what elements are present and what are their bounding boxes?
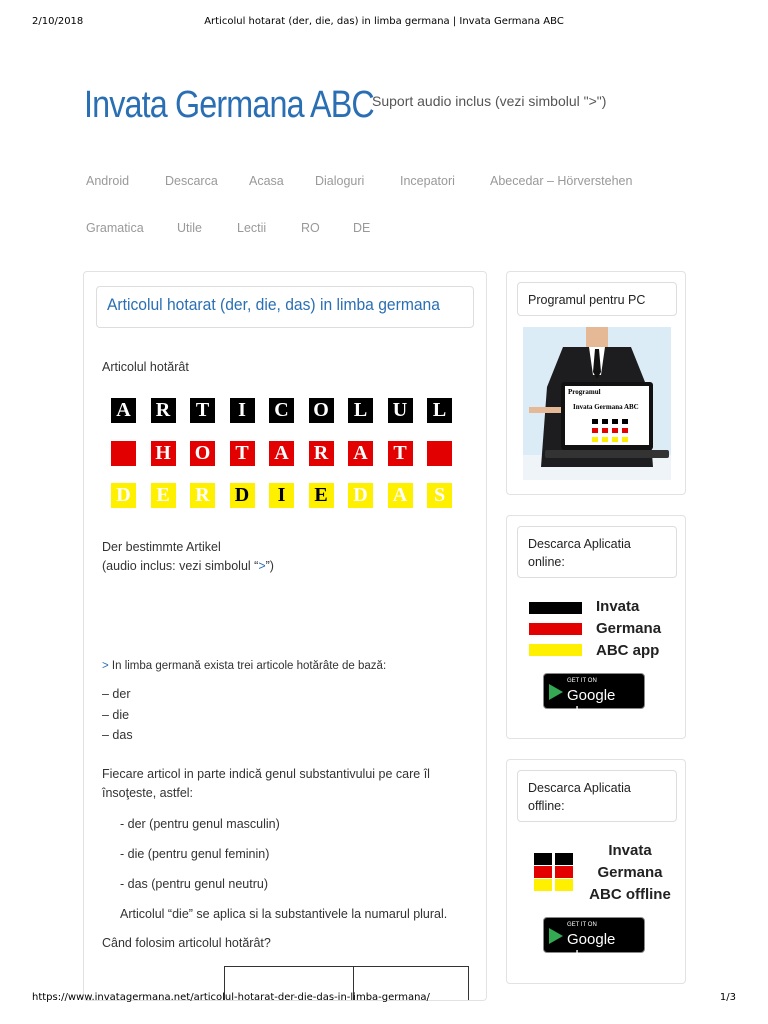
article-der: – der bbox=[102, 687, 131, 701]
sidebar-offline-widget bbox=[506, 759, 686, 984]
letter-tile bbox=[111, 441, 136, 466]
flag-black-left bbox=[534, 853, 552, 865]
letter-row-articolul bbox=[111, 398, 467, 423]
pc-widget-title: Programul pentru PC bbox=[517, 282, 677, 316]
audio-note-pre: (audio inclus: vezi simbolul “ bbox=[102, 559, 259, 573]
letter-tile: T bbox=[388, 441, 413, 466]
sidebar-pc-widget bbox=[506, 271, 686, 495]
online-app-line3: ABC app bbox=[596, 642, 660, 659]
letter-tile: R bbox=[309, 441, 334, 466]
pc-program-image[interactable] bbox=[523, 327, 671, 480]
audio-note-post: ”) bbox=[265, 559, 274, 573]
flag-gold-right bbox=[555, 879, 573, 891]
letter-tile: T bbox=[190, 398, 215, 423]
letter-tile: C bbox=[269, 398, 294, 423]
badge-big-text: Google play bbox=[567, 931, 616, 965]
nav-row-1 bbox=[86, 174, 632, 188]
letter-tile: S bbox=[427, 483, 452, 508]
letter-tile: R bbox=[190, 483, 215, 508]
flag-gold-left bbox=[534, 879, 552, 891]
letter-tile: L bbox=[348, 398, 373, 423]
post-title[interactable]: Articolul hotarat (der, die, das) in limba germana bbox=[107, 295, 440, 314]
offline-app-line1: Invata bbox=[608, 842, 652, 859]
letter-row-hotarat bbox=[111, 441, 467, 466]
letter-tile: E bbox=[151, 483, 176, 508]
online-app-line1: Invata bbox=[596, 598, 640, 615]
sidebar-online-widget bbox=[506, 515, 686, 739]
gender-die: - die (pentru genul feminin) bbox=[120, 847, 270, 861]
print-date: 2/10/2018 bbox=[32, 16, 84, 27]
offline-app-name bbox=[580, 840, 680, 906]
post-subtitle: Articolul hotărât bbox=[102, 360, 189, 374]
article-die: – die bbox=[102, 707, 130, 722]
site-title[interactable]: Invata Germana ABC bbox=[84, 84, 374, 126]
site-tagline: Suport audio inclus (vezi simbolul ">") bbox=[372, 93, 607, 109]
flag-red-bar bbox=[529, 623, 582, 635]
letter-tile: I bbox=[230, 398, 255, 423]
gender-das: - das (pentru genul neutru) bbox=[120, 877, 269, 891]
flag-black-right bbox=[555, 853, 573, 865]
letter-tile: D bbox=[348, 483, 373, 508]
post-title-box bbox=[96, 286, 474, 328]
letter-tile: D bbox=[111, 483, 136, 508]
badge-small-text: GET IT ON bbox=[567, 922, 597, 928]
nav-item-gramatica[interactable]: Gramatica bbox=[86, 221, 144, 235]
audio-symbol[interactable]: > bbox=[258, 559, 266, 573]
intro-line bbox=[102, 657, 386, 676]
letter-tile: I bbox=[269, 483, 294, 508]
nav-item-de[interactable]: DE bbox=[353, 221, 371, 235]
explain-text: Fiecare articol in parte indică genul substantivului pe care îl însoţeste, astfel: bbox=[102, 767, 430, 800]
letter-tile: A bbox=[348, 441, 373, 466]
letter-tile: D bbox=[230, 483, 255, 508]
bestimmte-heading: Der bestimmte Artikel bbox=[102, 540, 221, 554]
nav-item-utile[interactable]: Utile bbox=[177, 221, 203, 235]
letter-tile: R bbox=[151, 398, 176, 423]
plural-note: Articolul “die” se aplica si la substantivele la numarul plural. bbox=[120, 907, 448, 921]
flag-black-bar bbox=[529, 602, 582, 614]
badge-small-text: GET IT ON bbox=[567, 678, 597, 684]
online-app-name bbox=[596, 596, 661, 662]
offline-widget-title: Descarca Aplicatia offline: bbox=[517, 770, 677, 822]
letter-tile: A bbox=[111, 398, 136, 423]
letter-tile: O bbox=[309, 398, 334, 423]
post-panel bbox=[83, 271, 487, 1001]
online-app-line2: Germana bbox=[596, 620, 662, 637]
letter-tile bbox=[427, 441, 452, 466]
flag-gold-bar bbox=[529, 644, 582, 656]
nav-item-ro[interactable]: RO bbox=[301, 221, 320, 235]
offline-app-line3: ABC offline bbox=[589, 886, 671, 903]
letter-tile: H bbox=[151, 441, 176, 466]
google-play-icon bbox=[549, 684, 563, 700]
letter-tile: A bbox=[388, 483, 413, 508]
letter-tile: T bbox=[230, 441, 255, 466]
flag-red-right bbox=[555, 866, 573, 878]
nav-item-lectii[interactable]: Lectii bbox=[237, 221, 267, 235]
letter-tile: U bbox=[388, 398, 413, 423]
audio-play-arrow[interactable]: > bbox=[102, 660, 109, 672]
pc-screen-line2: Invata Germana ABC bbox=[573, 403, 639, 411]
article-list bbox=[102, 684, 133, 746]
nav-item-incepatori[interactable]: Incepatori bbox=[400, 174, 455, 188]
google-play-icon bbox=[549, 928, 563, 944]
pc-screen-line1: Programul bbox=[568, 388, 601, 396]
letter-tile: O bbox=[190, 441, 215, 466]
audio-note bbox=[102, 557, 274, 576]
letter-tile: L bbox=[427, 398, 452, 423]
intro-text: In limba germană exista trei articole hotărâte de bază: bbox=[108, 660, 387, 672]
nav-item-descarca[interactable]: Descarca bbox=[165, 174, 218, 188]
online-widget-title: Descarca Aplicatia online: bbox=[517, 526, 677, 578]
print-title: Articolul hotarat (der, die, das) in limba germana | Invata Germana ABC bbox=[204, 16, 564, 27]
google-play-badge-offline[interactable] bbox=[543, 917, 645, 965]
offline-app-line2: Germana bbox=[597, 864, 663, 881]
letter-tile: A bbox=[269, 441, 294, 466]
article-das: – das bbox=[102, 728, 133, 742]
nav-item-dialoguri[interactable]: Dialoguri bbox=[315, 174, 365, 188]
nav-item-abecedar[interactable]: Abecedar – Hörverstehen bbox=[490, 174, 633, 188]
question-heading: Când folosim articolul hotărât? bbox=[102, 936, 271, 950]
google-play-badge-online[interactable] bbox=[543, 673, 645, 721]
letter-row-der-die-das bbox=[111, 483, 467, 508]
gender-der: - der (pentru genul masculin) bbox=[120, 817, 280, 831]
nav-item-acasa[interactable]: Acasa bbox=[249, 174, 284, 188]
badge-big-text: Google play bbox=[567, 687, 616, 721]
letter-tile: E bbox=[309, 483, 334, 508]
print-page-number: 1/3 bbox=[719, 992, 736, 1003]
print-url: https://www.invatagermana.net/articolul-hotarat-der-die-das-in-limba-germana/ bbox=[32, 992, 430, 1003]
flag-red-left bbox=[534, 866, 552, 878]
nav-row-2 bbox=[86, 221, 370, 235]
nav-item-android[interactable]: Android bbox=[86, 174, 130, 188]
